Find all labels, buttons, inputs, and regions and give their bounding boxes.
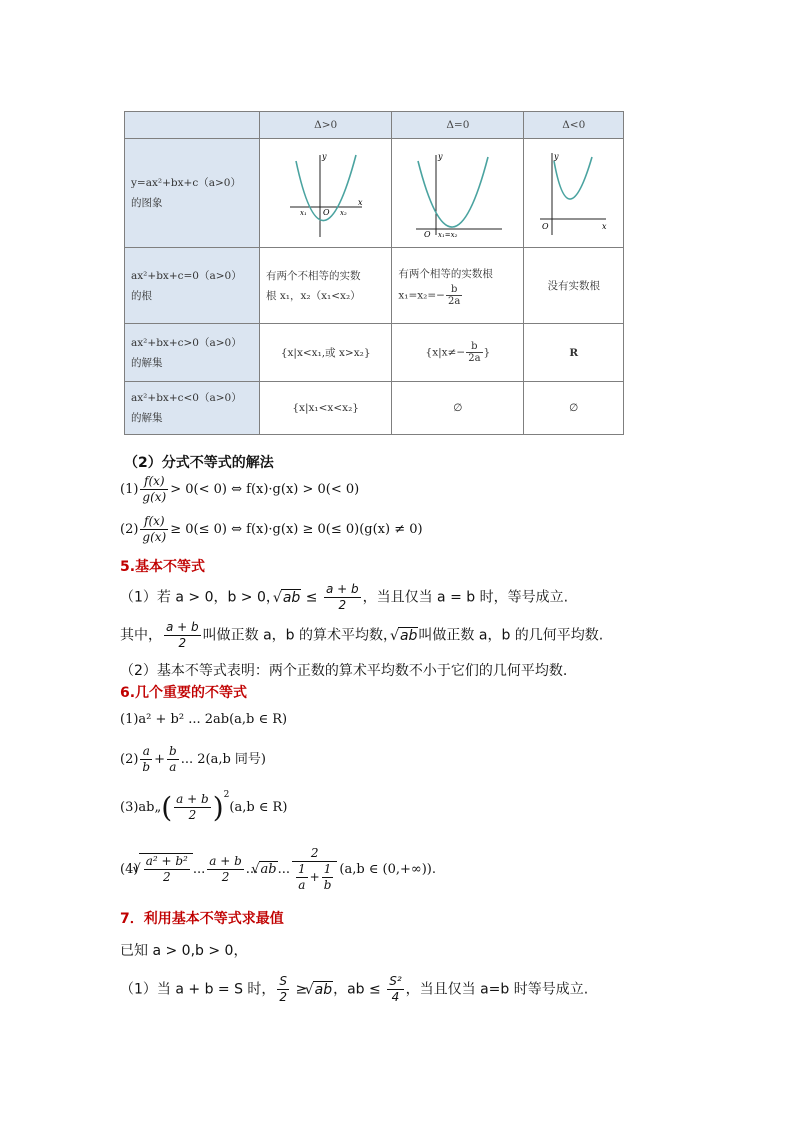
cell-gt-none: R (524, 324, 624, 382)
row-label-line1: ax²+bx+c>0（a>0） (131, 336, 242, 349)
cell-lt-one: ∅ (392, 382, 524, 435)
svg-text:x₂: x₂ (339, 209, 347, 217)
parabola-one-root-graph (410, 147, 506, 239)
cell-gt-two: {x|x<x₁,或 x>x₂} (260, 324, 392, 382)
cell-text-line1: 有两个相等的实数根 (398, 268, 493, 280)
important-inequality-1: (1)a² + b² ... 2ab(a,b ∈ R) (120, 712, 288, 727)
cell-text-line2: x₁=x₂=− $\frac{b}{2a}$ (398, 284, 461, 307)
svg-text:y: y (437, 152, 443, 161)
cell-roots-two (260, 248, 392, 324)
important-inequality-3: (3)ab„( $\frac{a + b}{2}$ )$^2$(a,b ∈ R) (120, 790, 288, 824)
svg-text:y: y (321, 152, 327, 161)
table-row-gt-solution (125, 324, 624, 382)
table-header-delta-negative: Δ<0 (524, 112, 624, 139)
row-label-line2: 的解集 (131, 412, 163, 424)
extremum-rule-1: （1）当 a + b = S 时， $\frac{S}{2}$ ≥ √ ab，ab ≤ $\frac{\text{S²}}{4}$ ，当且仅当 a=b 时等号成立. (120, 974, 588, 1005)
row-label-line1: ax²+bx+c=0（a>0） (131, 269, 242, 282)
table-header-delta-zero: Δ=0 (392, 112, 524, 139)
row-label-lt-solution (125, 382, 260, 435)
important-inequality-2: (2) $\frac{a}{b}$ + $\frac{b}{a}$ ... 2(a,b 同号) (120, 744, 266, 774)
quadratic-summary-table (124, 111, 624, 435)
cell-lt-none: ∅ (524, 382, 624, 435)
svg-text:x₁=x₂: x₁=x₂ (437, 231, 458, 239)
basic-inequality-statement: （1）若 a > 0，b > 0，√ ab ≤ $\frac{a + b}{2}$ ，当且仅当 a = b 时，等号成立. (120, 582, 568, 613)
fraction-inequality-2: (2) $\frac{f(x)}{g(x)}$ ≥ 0(≤ 0) ⇔ f(x)·g(x) ≥ 0(≤ 0)(g(x) ≠ 0) (120, 514, 423, 544)
basic-inequality-meaning: （2）基本不等式表明：两个正数的算术平均数不小于它们的几何平均数. (120, 663, 568, 679)
section-5-heading: 5.基本不等式 (120, 559, 206, 575)
table-row-roots (125, 248, 624, 324)
svg-text:x₁: x₁ (299, 209, 307, 217)
row-label-line2: 的图象 (131, 197, 163, 209)
cell-text-line2: 根 x₁，x₂（x₁<x₂） (266, 289, 361, 302)
svg-text:y: y (553, 152, 559, 161)
svg-text:O: O (322, 208, 330, 217)
cell-graph-no-root (524, 139, 624, 248)
row-label-roots (125, 248, 260, 324)
cell-roots-none: 没有实数根 (524, 248, 624, 324)
table-row-graph (125, 139, 624, 248)
parabola-two-roots-graph (286, 147, 366, 239)
row-label-graph (125, 139, 260, 248)
svg-text:O: O (423, 230, 431, 239)
given-condition: 已知 a > 0,b > 0， (120, 943, 248, 959)
row-label-line2: 的解集 (131, 356, 163, 369)
row-label-line2: 的根 (131, 289, 152, 302)
table-header-empty (125, 112, 260, 139)
row-label-gt-solution (125, 324, 260, 382)
table-header-delta-positive: Δ>0 (260, 112, 392, 139)
row-label-line1: y=ax²+bx+c（a>0） (131, 177, 241, 189)
section-7-heading: 7．利用基本不等式求最值 (120, 911, 284, 927)
cell-lt-two: {x|x₁<x<x₂} (260, 382, 392, 435)
cell-text-line1: 有两个不相等的实数 (266, 269, 361, 282)
svg-text:x: x (601, 222, 607, 231)
mean-definitions: 其中， $\frac{a + b}{2}$ 叫做正数 a，b 的算术平均数，√ ab叫做正数 a，b 的几何平均数. (120, 620, 603, 651)
table-header-row (125, 112, 624, 139)
row-label-line1: ax²+bx+c<0（a>0） (131, 392, 242, 404)
parabola-no-root-graph (534, 147, 614, 239)
important-inequality-4: (4) √ $\frac{\text{a² + b²}}{2}$ ... $\frac{a + b}{2}$ ...√ ab... 2 $\frac{1}{a}$ + $\frac{1}{b}$ (a,b ∈ (0,+∞)). (120, 846, 436, 893)
fraction-inequality-1: (1) $\frac{f(x)}{g(x)}$ > 0(< 0) ⇔ f(x)·g(x) > 0(< 0) (120, 474, 360, 504)
cell-gt-one: {x|x≠− $\frac{b}{2a}$ } (392, 324, 524, 382)
svg-text:O: O (541, 222, 549, 231)
svg-text:x: x (357, 198, 363, 207)
section-6-heading: 6.几个重要的不等式 (120, 685, 248, 701)
cell-roots-one (392, 248, 524, 324)
cell-graph-one-root (392, 139, 524, 248)
section-2-title: （2）分式不等式的解法 (124, 455, 274, 471)
table-row-lt-solution (125, 382, 624, 435)
cell-graph-two-roots (260, 139, 392, 248)
